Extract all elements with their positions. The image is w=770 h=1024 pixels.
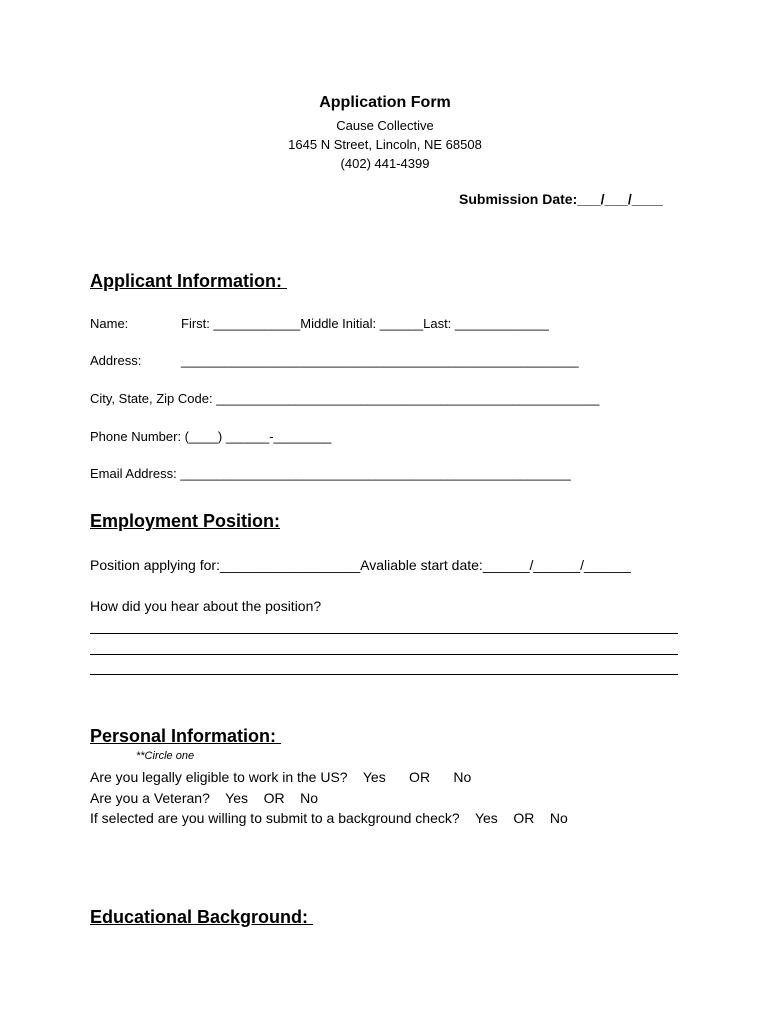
name-label: Name: (90, 316, 129, 331)
phone-number-field: Phone Number: (____) ______-________ (90, 429, 332, 444)
eligibility-question: Are you legally eligible to work in the US? Yes OR No (90, 769, 472, 785)
answer-line (90, 633, 678, 634)
organization-phone: (402) 441-4399 (340, 156, 430, 171)
veteran-question: Are you a Veteran? Yes OR No (90, 790, 319, 806)
name-fields: First: ____________Middle Initial: ______Last: _____________ (181, 316, 549, 331)
answer-line (90, 674, 678, 675)
background-check-question: If selected are you willing to submit to a background check? Yes OR No (90, 810, 568, 826)
email-address-field: Email Address: ______________________________________________________ (90, 466, 571, 481)
circle-one-note: **Circle one (136, 750, 195, 762)
applicant-information-heading: Applicant Information: (90, 271, 287, 291)
city-state-zip-field: City, State, Zip Code: _____________________________________________________ (90, 391, 600, 406)
personal-information-heading: Personal Information: (90, 726, 282, 746)
educational-background-heading: Educational Background: (90, 907, 314, 927)
employment-position-heading: Employment Position: (90, 511, 281, 531)
form-title: Application Form (319, 94, 451, 111)
address-line: _______________________________________________________ (181, 353, 579, 368)
answer-line (90, 654, 678, 655)
organization-name: Cause Collective (336, 118, 434, 133)
hear-about-question: How did you hear about the position? (90, 598, 322, 614)
address-label: Address: (90, 353, 142, 368)
organization-address: 1645 N Street, Lincoln, NE 68508 (288, 137, 482, 152)
submission-date-field: Submission Date:___/___/____ (459, 191, 663, 207)
position-start-date-field: Position applying for:__________________Avaliable start date:______/______/______ (90, 557, 631, 573)
